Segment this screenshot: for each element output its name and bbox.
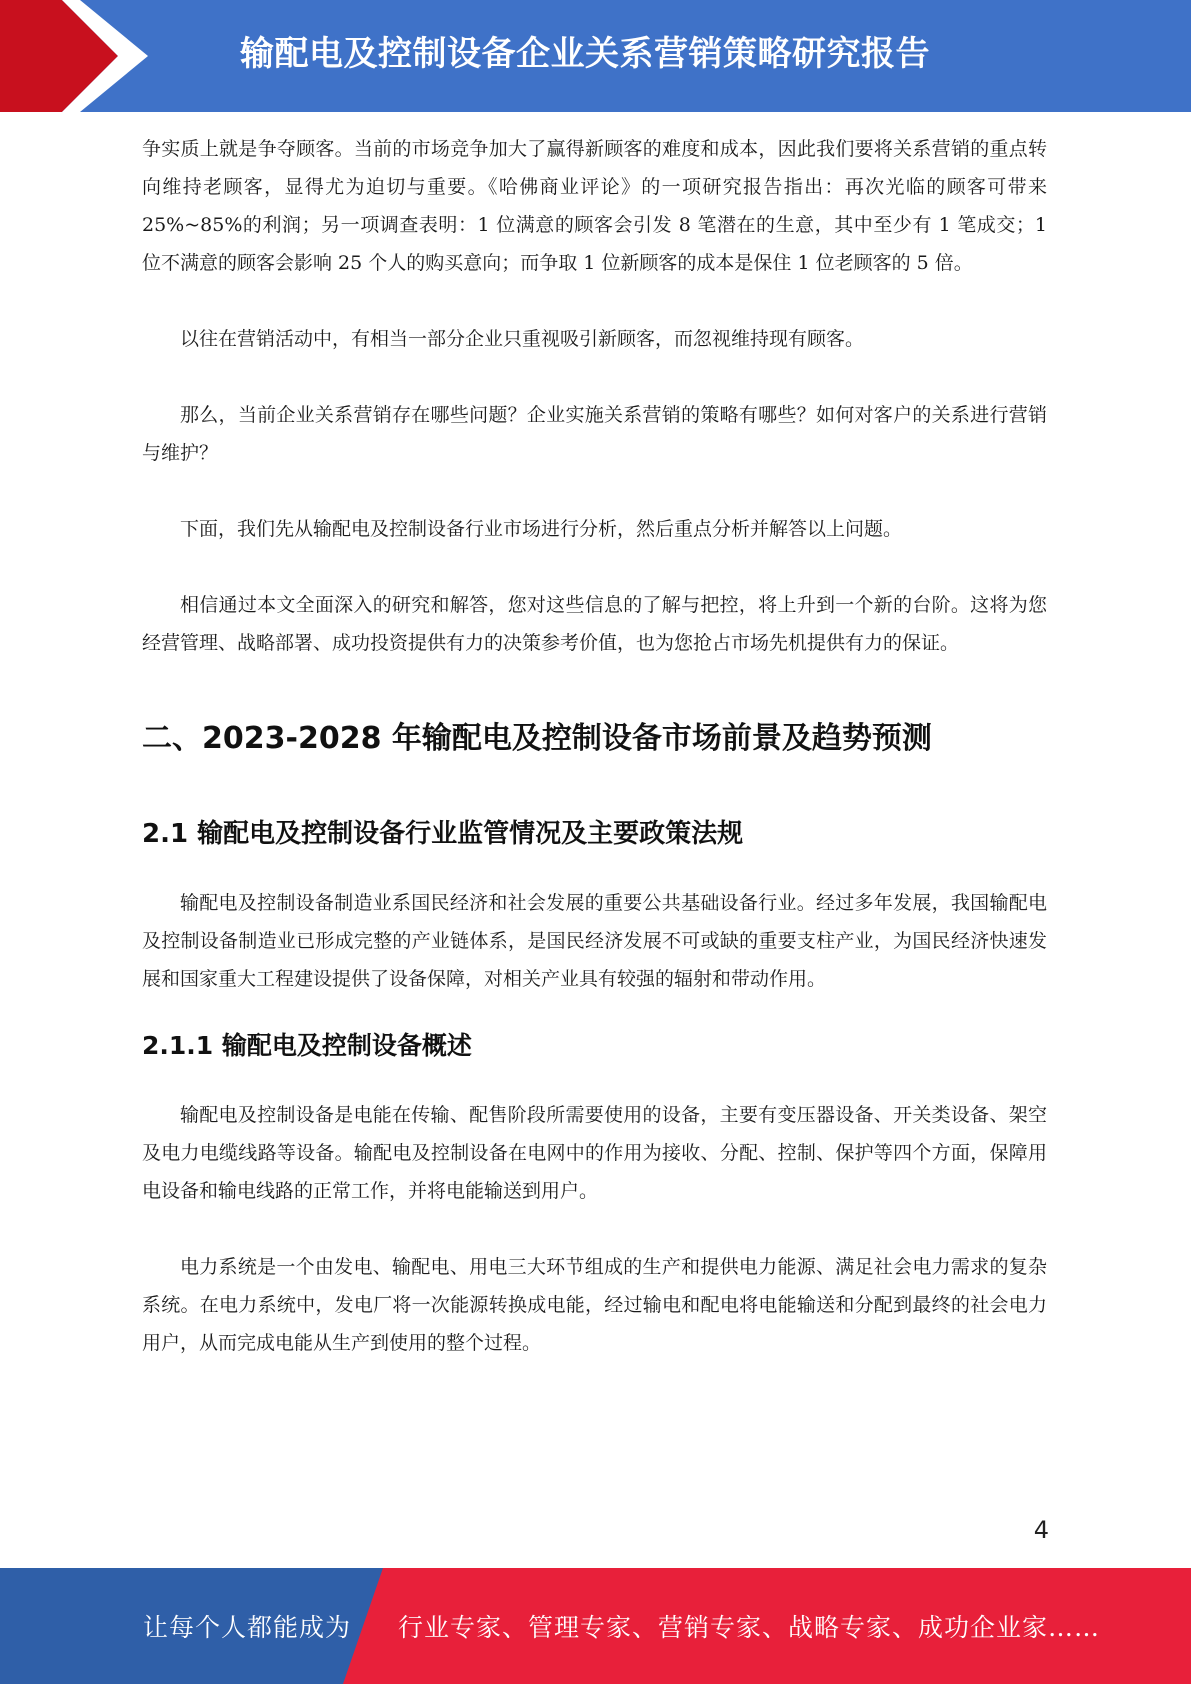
paragraph-7: 输配电及控制设备是电能在传输、配售阶段所需要使用的设备，主要有变压器设备、开关类设备、架空及电力电缆线路等设备。输配电及控制设备在电网中的作用为接收、分配、控制、保护等四个方面，保障用电设备和输电线路的正常工作，并将电能输送到用户。 xyxy=(142,1104,1047,1202)
header-title: 输配电及控制设备企业关系营销策略研究报告 xyxy=(240,34,930,74)
subsection-heading: 2.1 输配电及控制设备行业监管情况及主要政策法规 xyxy=(142,819,744,849)
paragraph-8: 电力系统是一个由发电、输配电、用电三大环节组成的生产和提供电力能源、满足社会电力需求的复杂系统。在电力系统中，发电厂将一次能源转换成电能，经过输电和配电将电能输送和分配到最终的社会电力用户，从而完成电能从生产到使用的整个过程。 xyxy=(142,1256,1047,1354)
document-body xyxy=(142,130,1047,1362)
paragraph-4: 下面，我们先从输配电及控制设备行业市场进行分析，然后重点分析并解答以上问题。 xyxy=(180,518,903,540)
page-footer xyxy=(0,1568,1191,1684)
paragraph-1: 争实质上就是争夺顾客。当前的市场竞争加大了赢得新顾客的难度和成本，因此我们要将关系营销的重点转向维持老顾客，显得尤为迫切与重要。《哈佛商业评论》的一项研究报告指出：再次光临的顾客可带来 25%~85%的利润；另一项调查表明：1 位满意的顾客会引发 8 笔潜在的生意，其中至少有 1 笔成交；1 位不满意的顾客会影响 25 个人的购买意向；而争取 1 位新顾客的成本是保住 1 位老顾客的 5 倍。 xyxy=(142,138,1047,274)
section-heading: 二、2023-2028 年输配电及控制设备市场前景及趋势预测 xyxy=(142,721,932,756)
page-number: 4 xyxy=(1033,1516,1049,1544)
footer-slogan-right: 行业专家、管理专家、营销专家、战略专家、成功企业家…… xyxy=(398,1613,1101,1642)
paragraph-6: 输配电及控制设备制造业系国民经济和社会发展的重要公共基础设备行业。经过多年发展，我国输配电及控制设备制造业已形成完整的产业链体系，是国民经济发展不可或缺的重要支柱产业，为国民经济快速发展和国家重大工程建设提供了设备保障，对相关产业具有较强的辐射和带动作用。 xyxy=(142,892,1047,990)
paragraph-5: 相信通过本文全面深入的研究和解答，您对这些信息的了解与把控，将上升到一个新的台阶。这将为您经营管理、战略部署、成功投资提供有力的决策参考价值，也为您抢占市场先机提供有力的保证。 xyxy=(142,594,1047,654)
header-arrow-decoration xyxy=(0,0,160,112)
paragraph-3: 那么，当前企业关系营销存在哪些问题？企业实施关系营销的策略有哪些？如何对客户的关系进行营销与维护？ xyxy=(142,404,1047,464)
subsubsection-heading: 2.1.1 输配电及控制设备概述 xyxy=(142,1031,472,1060)
paragraph-2: 以往在营销活动中，有相当一部分企业只重视吸引新顾客，而忽视维持现有顾客。 xyxy=(180,328,865,350)
page-header xyxy=(0,0,1191,112)
footer-slogan-left: 让每个人都能成为 xyxy=(143,1613,352,1642)
